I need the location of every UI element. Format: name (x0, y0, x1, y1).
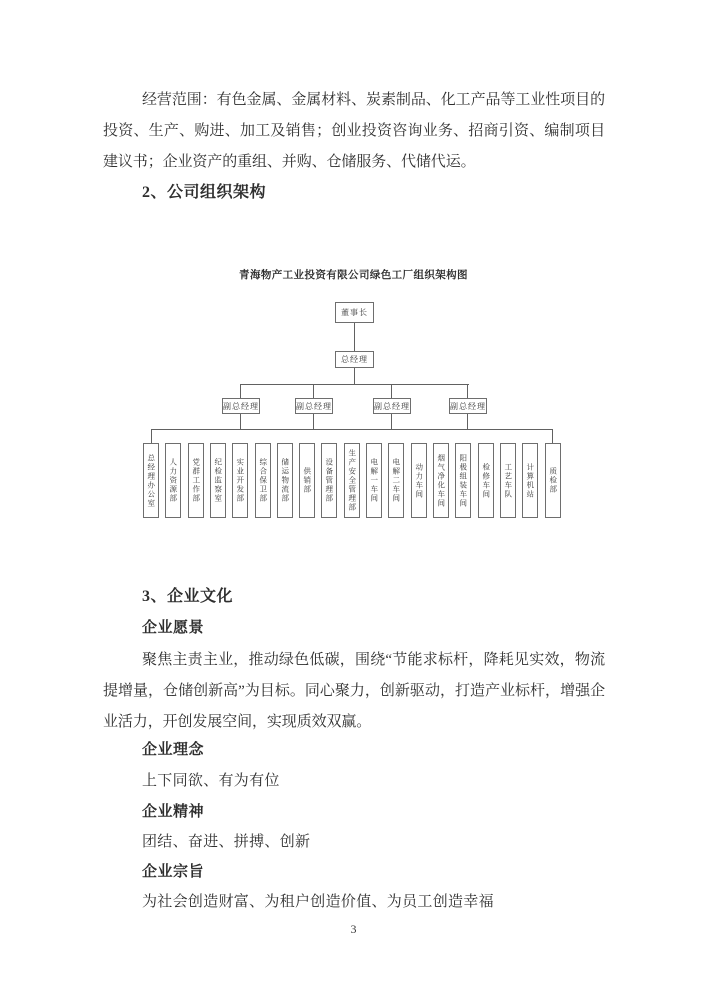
org-node-deputy-gm (373, 398, 411, 414)
org-node-dept-label: 工艺车队 (503, 462, 513, 499)
org-node-dept (366, 443, 382, 518)
org-chart-connector (391, 384, 392, 398)
org-chart-connector (467, 384, 468, 398)
org-node-dept-label: 检修车间 (481, 462, 491, 499)
org-node-general-manager (335, 351, 374, 368)
org-chart-connector (313, 414, 314, 429)
org-node-dept (143, 443, 159, 518)
culture-philosophy-text: 上下同欲、有为有位 (142, 773, 280, 789)
org-node-dept-label: 党群工作部 (191, 458, 201, 503)
org-node-dept-label: 储运物流部 (280, 458, 290, 503)
org-node-dept (210, 443, 226, 518)
org-node-deputy-gm (449, 398, 487, 414)
section-3-heading: 3、企业文化 (142, 588, 234, 605)
culture-mission-text: 为社会创造财富、为租户创造价值、为员工创造幸福 (142, 894, 494, 910)
org-node-dept-label: 生产安全管理部 (347, 449, 357, 512)
org-node-dept-label: 纪检监察室 (213, 458, 223, 503)
org-node-dept (433, 443, 449, 518)
org-node-deputy-gm-label: 副总经理 (223, 401, 259, 411)
org-node-dept-label: 烟气净化车间 (436, 453, 446, 508)
page-number: 3 (350, 922, 357, 936)
org-node-dept (478, 443, 494, 518)
org-chart-connector (240, 414, 241, 429)
culture-spirit-label: 企业精神 (142, 804, 205, 820)
org-chart-connector (354, 323, 355, 351)
org-node-dept-label: 总经理办公室 (146, 453, 156, 508)
org-chart-connector (391, 414, 392, 429)
org-node-deputy-gm (295, 398, 333, 414)
org-node-dept-label: 人力资源部 (168, 458, 178, 503)
org-chart-connector (354, 368, 355, 384)
org-chart-title: 青海物产工业投资有限公司绿色工厂组织架构图 (239, 270, 468, 281)
org-node-dept (165, 443, 181, 518)
org-node-dept (344, 443, 360, 518)
org-node-dept (299, 443, 315, 518)
org-node-deputy-gm-label: 副总经理 (296, 401, 332, 411)
org-node-dept (411, 443, 427, 518)
org-node-dept-label: 计算机站 (525, 462, 535, 499)
culture-mission-label: 企业宗旨 (142, 864, 205, 880)
org-node-dept-label: 实业开发部 (235, 458, 245, 503)
org-chart-connector (467, 414, 468, 429)
org-chart-connector (552, 429, 553, 443)
org-node-dept (232, 443, 248, 518)
org-chart-connector (151, 429, 553, 430)
org-chart-connector (151, 429, 152, 443)
org-node-dept-label: 动力车间 (414, 462, 424, 499)
org-chart-connector (313, 384, 314, 398)
org-node-general-manager-label: 总经理 (341, 355, 368, 364)
business-scope-paragraph: 经营范围：有色金属、金属材料、炭素制品、化工产品等工业性项目的投资、生产、购进、加工及销售；创业投资咨询业务、招商引资、编制项目建议书；企业资产的重组、并购、仓储服务、代储代运。 (103, 92, 605, 170)
culture-philosophy-label: 企业理念 (142, 742, 205, 758)
section-2-heading: 2、公司组织架构 (142, 184, 267, 201)
org-node-dept-label: 电解二车间 (391, 458, 401, 503)
org-node-deputy-gm (222, 398, 260, 414)
org-node-dept (388, 443, 404, 518)
org-node-dept (255, 443, 271, 518)
org-node-dept-label: 供销部 (302, 467, 312, 494)
culture-vision-label: 企业愿景 (142, 620, 205, 636)
org-node-deputy-gm-label: 副总经理 (374, 401, 410, 411)
org-node-dept-label: 质检部 (548, 467, 558, 494)
org-node-dept (188, 443, 204, 518)
org-node-dept (500, 443, 516, 518)
org-node-dept-label: 设备管理部 (324, 458, 334, 503)
org-node-deputy-gm-label: 副总经理 (450, 401, 486, 411)
org-node-dept (545, 443, 561, 518)
culture-vision-text: 聚焦主责主业，推动绿色低碳，围绕“节能求标杆，降耗见实效，物流提增量，仓储创新高”为目标。同心聚力，创新驱动，打造产业标杆，增强企业活力，开创发展空间，实现质效双赢。 (103, 652, 605, 730)
org-node-dept (522, 443, 538, 518)
org-node-chairman-label: 董事长 (341, 308, 368, 317)
org-chart-connector (240, 384, 469, 385)
org-chart-connector (240, 384, 241, 398)
org-node-dept (321, 443, 337, 518)
org-node-dept-label: 阳极组装车间 (458, 453, 468, 508)
org-node-dept (455, 443, 471, 518)
org-node-dept-label: 电解一车间 (369, 458, 379, 503)
org-chart (0, 260, 707, 535)
org-node-dept (277, 443, 293, 518)
culture-spirit-text: 团结、奋进、拼搏、创新 (142, 834, 311, 850)
org-node-chairman (335, 302, 374, 323)
org-node-dept-label: 综合保卫部 (258, 458, 268, 503)
